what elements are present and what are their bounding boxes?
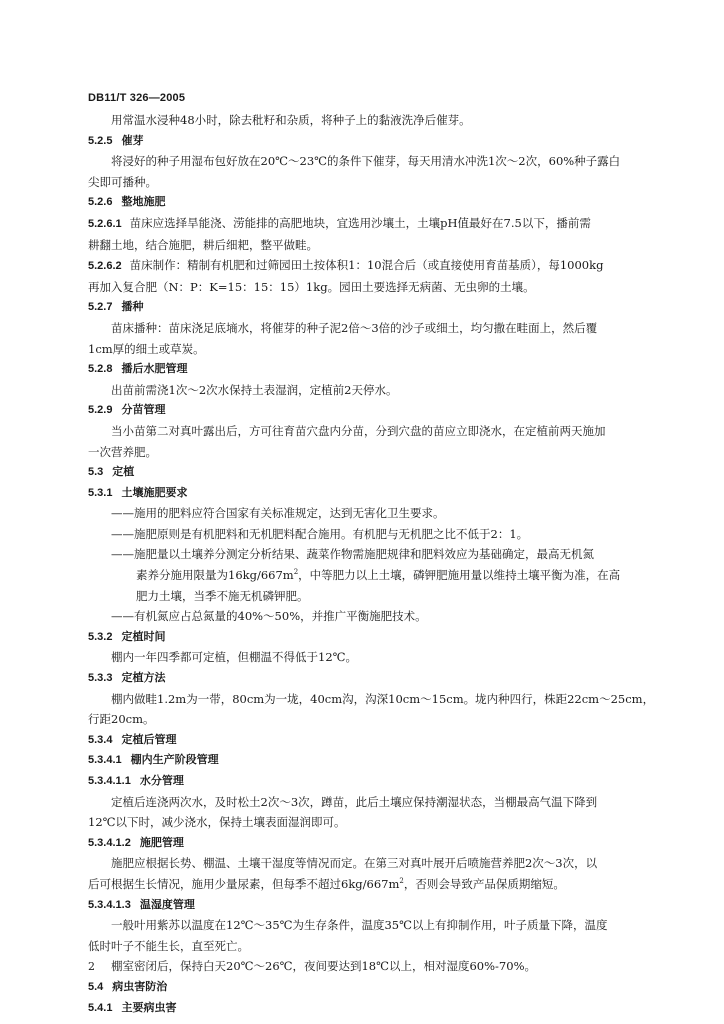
section-title: 定植后管理: [121, 733, 177, 746]
paragraph-line: 定植后连浇两次水，及时松土2次～3次，蹲苗，此后土壤应保持潮湿状态，当棚最高气温下降到: [111, 794, 598, 809]
section-title: 播种: [121, 301, 144, 314]
paragraph-line: 尖即可播种。: [88, 174, 157, 189]
section-heading-5-2-7: [88, 297, 656, 318]
clause-text: 苗床应选择旱能浇、涝能排的高肥地块，宜选用沙壤土，土壤pH值最好在7.5以下，播前需: [129, 215, 591, 230]
paragraph-line: 棚内一年四季都可定植，但棚温不得低于12℃。: [111, 650, 357, 665]
paragraph-line: 一次营养肥。: [88, 444, 157, 459]
text-span: ，否则会导致产品保质期缩短。: [403, 876, 565, 891]
section-number: 5.3.4.1.1: [88, 775, 131, 787]
section-heading-5-2-5: [88, 131, 656, 152]
section-heading-5-2-9: [88, 400, 656, 421]
section-heading-5-3-4: [88, 730, 656, 751]
section-number: 5.3.4.1.2: [88, 836, 131, 849]
section-heading-5-2-8: [88, 359, 656, 380]
section-title: 土壤施肥要求: [121, 486, 188, 499]
paragraph-line: 12℃以下时，减少浇水，保持土壤表面湿润即可。: [88, 815, 346, 830]
section-title: 播后水肥管理: [121, 363, 188, 376]
clause-number: 5.2.6.2: [88, 260, 122, 273]
list-item-continuation: 肥力土壤，当季不施无机磷钾肥。: [136, 588, 309, 603]
section-title: 水分管理: [139, 775, 184, 787]
text-span: ，中等肥力以上土壤，磷钾肥施用量以维持土壤平衡为准，在高: [298, 568, 621, 583]
section-heading-5-3-4-1-1: [88, 771, 656, 792]
section-title: 催芽: [121, 134, 144, 147]
section-title: 定植时间: [121, 630, 166, 643]
list-item: ——施用的肥料应符合国家有关标准规定，达到无害化卫生要求。: [111, 506, 445, 521]
clause-text: 苗床制作：精制有机肥和过筛园田土按体积1：10混合后（或直接使用育苗基质），每1000kg: [129, 258, 604, 273]
section-number: 5.3.2: [88, 630, 113, 643]
paragraph-line: 耕翻土地，结合施肥，耕后细耙，整平做畦。: [88, 237, 318, 252]
section-title: 病虫害防治: [112, 980, 168, 993]
document-body: [88, 110, 656, 1018]
paragraph-line: 棚室密闭后，保持白天20℃～26℃，夜间要达到18℃以上，相对湿度60%-70%。: [111, 959, 536, 974]
section-number: 5.3.3: [88, 672, 113, 685]
document-code: DB11/T 326—2005: [88, 92, 186, 104]
text-span: 素养分施用限量为16kg/667m: [136, 568, 294, 583]
section-number: 5.2.8: [88, 363, 113, 376]
paragraph-line: 棚内做畦1.2m为一带，80cm为一垅，40cm沟，沟深10cm～15cm。垅内种四行，株距22cm～25cm，: [111, 691, 655, 706]
paragraph-line: 施肥应根据长势、棚温、土壤干湿度等情况而定。在第三对真叶展开后喷施营养肥2次～3次，以: [111, 856, 598, 871]
section-heading-5-3-1: [88, 483, 656, 504]
section-number: 5.2.6: [88, 196, 113, 209]
section-title: 温湿度管理: [139, 898, 195, 911]
section-number: 5.3.1: [88, 486, 113, 499]
section-title: 定植方法: [121, 672, 166, 685]
superscript: 2: [293, 568, 299, 577]
section-title: 整地施肥: [121, 196, 166, 209]
section-number: 5.2.5: [88, 134, 113, 147]
section-heading-5-4: [88, 977, 656, 998]
paragraph-line: 将浸好的种子用湿布包好放在20℃～23℃的条件下催芽，每天用清水冲洗1次～2次，60%种子露白: [111, 154, 621, 169]
section-heading-5-3-3: [88, 668, 656, 689]
section-number: 5.3.4.1: [88, 754, 122, 767]
section-number: 5.3: [88, 466, 104, 479]
section-title: 棚内生产阶段管理: [130, 754, 219, 767]
section-heading-5-3-2: [88, 627, 656, 648]
clause-number: 5.2.6.1: [88, 217, 122, 230]
section-title: 主要病虫害: [121, 1001, 177, 1014]
section-number: 5.2.7: [88, 301, 113, 314]
paragraph-line: 一般叶用紫苏以温度在12℃～35℃为生存条件，温度35℃以上有抑制作用，叶子质量下降，温度: [111, 918, 608, 933]
section-heading-5-4-1: [88, 998, 656, 1019]
paragraph-line: 1cm厚的细土或草炭。: [88, 341, 205, 356]
paragraph-line: [88, 874, 656, 895]
page-number: 2: [88, 960, 95, 973]
text-span: 后可根据生长情况，施用少量尿素，但每季不超过6kg/667m: [88, 876, 400, 891]
list-item: ——有机氮应占总氮量的40%～50%，并推广平衡施肥技术。: [111, 609, 427, 624]
section-title: 分苗管理: [121, 404, 166, 417]
paragraph-line: 出苗前需浇1次～2次水保持土表湿润，定植前2天停水。: [111, 382, 398, 397]
paragraph-line: [88, 213, 656, 235]
section-heading-5-3-4-1: [88, 750, 656, 771]
section-title: 定植: [112, 466, 135, 479]
section-number: 5.3.4: [88, 733, 113, 746]
list-item-continuation: [88, 565, 656, 586]
list-item: ——施肥原则是有机肥料和无机肥料配合施用。有机肥与无机肥之比不低于2：1。: [111, 526, 529, 541]
section-heading-5-2-6: [88, 192, 656, 213]
section-heading-5-3-4-1-3: [88, 895, 656, 916]
paragraph-line: [88, 255, 656, 277]
paragraph-line: 再加入复合肥（N：P：K=15：15：15）1kg。园田土要选择无病菌、无虫卵的土壤。: [88, 279, 535, 294]
section-heading-5-3-4-1-2: [88, 833, 656, 854]
superscript: 2: [399, 877, 404, 886]
section-number: 5.2.9: [88, 404, 113, 417]
paragraph-line: 当小苗第二对真叶露出后，方可往育苗穴盘内分苗，分到穴盘的苗应立即浇水，在定植前两天施加: [111, 423, 606, 438]
paragraph-line: 苗床播种：苗床浇足底墒水，将催芽的种子泥2倍～3倍的沙子或细土，均匀撒在畦面上，然后覆: [111, 320, 598, 335]
paragraph-line: 行距20cm。: [88, 712, 155, 727]
section-number: 5.4: [88, 980, 104, 993]
paragraph-line: 低时叶子不能生长，直至死亡。: [88, 938, 249, 953]
list-item: ——施肥量以土壤养分测定分析结果、蔬菜作物需施肥规律和肥料效应为基础确定，最高无机氮: [111, 547, 594, 562]
section-heading-5-3: [88, 462, 656, 483]
section-number: 5.3.4.1.3: [88, 898, 131, 911]
section-number: 5.4.1: [88, 1001, 113, 1014]
section-title: 施肥管理: [139, 836, 184, 849]
paragraph-line: 用常温水浸种48小时，除去秕籽和杂质，将种子上的黏液洗净后催芽。: [111, 113, 471, 127]
